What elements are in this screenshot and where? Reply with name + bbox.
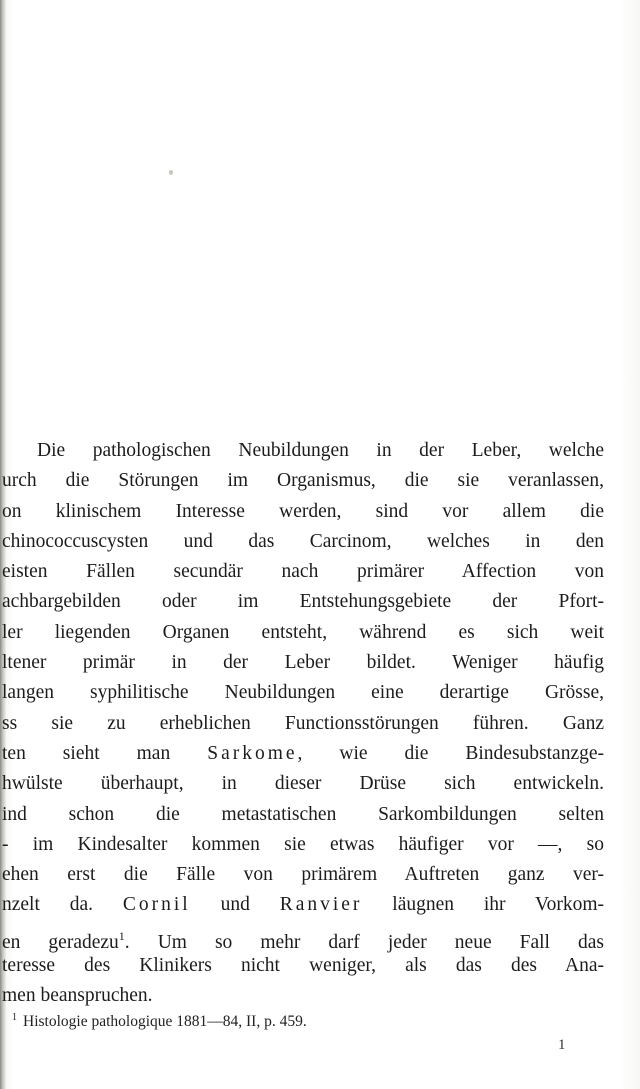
text-line-4: chinococcuscysten und das Carcinom, welches in den xyxy=(2,530,604,552)
paper-speck xyxy=(169,170,173,175)
text-line-15: ehen erst die Fälle von primärem Auftreten ganz ver- xyxy=(2,864,604,886)
text-line-6: achbargebilden oder im Entstehungsgebiete der Pfort- xyxy=(2,591,604,613)
text-line-10: ss sie zu erheblichen Functionsstörungen führen. Ganz xyxy=(2,712,604,734)
text-line-5: eisten Fällen secundär nach primärer Affection von xyxy=(2,561,604,583)
text-line-14: - im Kindesalter kommen sie etwas häufiger vor —, so xyxy=(2,833,604,855)
main-paragraph xyxy=(2,436,604,1012)
text-line-1: Die pathologischen Neubildungen in der Leber, welche xyxy=(37,440,604,461)
text-line-17 xyxy=(2,921,604,951)
text-line-9: langen syphilitische Neubildungen eine derartige Grösse, xyxy=(2,682,604,704)
footnote-marker: 1 xyxy=(12,1012,17,1023)
text-line-7: ler liegenden Organen entsteht, während es sich weit xyxy=(2,621,604,643)
text-line-8: ltener primär in der Leber bildet. Weniger häufig xyxy=(2,652,604,674)
text-line-11-end: , wie die Bindesubstanzge- xyxy=(297,742,605,764)
signature-mark: 1 xyxy=(558,1037,566,1053)
text-line-12: hwülste überhaupt, in dieser Drüse sich entwickeln. xyxy=(2,773,604,795)
text-line-2: urch die Störungen im Organismus, die sie veranlassen, xyxy=(2,470,604,492)
footnote xyxy=(12,1012,307,1031)
text-line-3: on klinischem Interesse werden, sind vor allem die xyxy=(2,500,604,522)
text-line-17-start: en geradezu xyxy=(2,931,119,953)
text-line-16-end: läugnen ihr Vorkom- xyxy=(392,894,605,916)
text-line-17-end: . Um so mehr darf jeder neue Fall das xyxy=(124,931,604,953)
emphasis-sarkome: Sarkome xyxy=(207,742,298,764)
footnote-text: Histologie pathologique 1881—84, II, p. 459. xyxy=(23,1013,307,1030)
text-line-16-und: und xyxy=(220,894,250,916)
author-cornil: Cornil xyxy=(122,894,191,916)
text-line-16 xyxy=(2,890,604,920)
text-line-11 xyxy=(2,739,604,769)
author-ranvier: Ranvier xyxy=(279,894,363,916)
text-line-16-start: nzelt da. xyxy=(2,894,94,916)
text-line-19: men beanspruchen. xyxy=(2,985,153,1007)
text-line-11-start: ten sieht man xyxy=(2,742,171,764)
text-line-18: teresse des Klinikers nicht weniger, als das des Ana- xyxy=(2,955,604,977)
text-line-13: ind schon die metastatischen Sarkombildungen selten xyxy=(2,803,604,825)
footnote-reference: 1 xyxy=(118,928,125,943)
